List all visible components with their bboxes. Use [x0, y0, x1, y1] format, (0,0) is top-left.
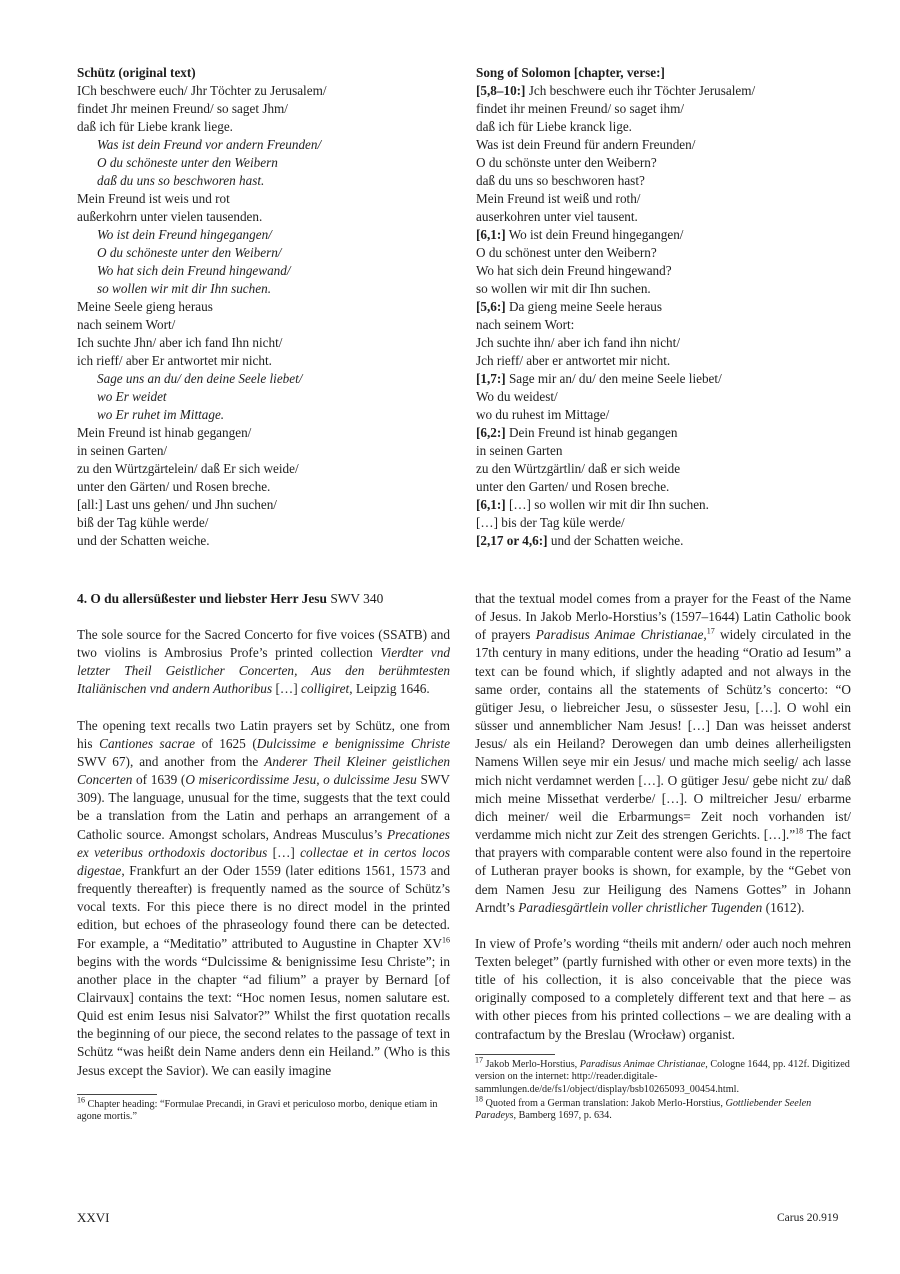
- poem-line: [all:] Last uns gehen/ und Jhn suchen/: [77, 497, 277, 512]
- footnote: [475, 1055, 851, 1097]
- left-footnotes: [77, 1095, 450, 1124]
- poem-line: [476, 478, 876, 496]
- italic-text: Cantiones sacrae: [99, 735, 196, 751]
- poem-line: [476, 82, 876, 100]
- poem-line: wo Er ruhet im Mittage.: [97, 407, 225, 422]
- verse-text: Jch beschwere euch ihr Töchter Jerusalem/: [525, 83, 756, 98]
- text-run: In view of Profe’s wording “theils mit andern/ oder auch noch mehren Texten beleget” (partly furnished with other or even more texts) in the title of his collection, it is also conceivable that the piece was originally composed to a completely different text and that here – as with other pieces from his printed collections – we are dealing with a contrafactum by the Breslau (Wrocław) organist.: [475, 935, 851, 1042]
- poem-line: daß ich für Liebe krank liege.: [77, 119, 233, 134]
- text-run: […]: [267, 844, 301, 860]
- text-run: SWV 309). The language, unusual for the time, suggests that the text could be a translation from the Latin and perhaps an arrangement of a Catholic source. Amongst scholars, Andreas Musculus’s: [77, 772, 451, 842]
- verse-reference: [5,8–10:]: [476, 83, 526, 98]
- italic-text: Paradisus Animae Christianae: [579, 1058, 706, 1070]
- text-run: […]: [272, 681, 301, 697]
- poem-heading-left: Schütz (original text): [77, 65, 196, 80]
- italic-text: collectae et in certos locos digestae: [77, 844, 450, 878]
- poem-line: O du schöneste unter den Weibern: [97, 155, 278, 170]
- poem-line: [476, 262, 876, 280]
- verse-text: zu den Würtzgärtlin/ daß er sich weide: [476, 461, 681, 476]
- footnote-marker: 18: [475, 1094, 483, 1104]
- poem-line: Sage uns an du/ den deine Seele liebet/: [97, 371, 303, 386]
- italic-text: Anderer Theil Kleiner geistlichen Concerten: [77, 753, 450, 788]
- italic-text: colligiret: [300, 681, 350, 697]
- footnote: [77, 1095, 450, 1124]
- footnote-marker: 17: [706, 626, 715, 636]
- catalog-number: Carus 20.919: [777, 1212, 839, 1224]
- right-footnotes: [475, 1055, 851, 1123]
- italic-text: Gottliebender Seelen Paradeys: [475, 1097, 812, 1122]
- paragraph: [475, 935, 851, 1044]
- poem-line: [476, 460, 876, 478]
- poem-line: so wollen wir mit dir Ihn suchen.: [97, 281, 272, 296]
- poem-line: daß du uns so beschworen hast.: [97, 173, 265, 188]
- italic-text: Vierdter vnd letzter Theil Geistlicher Concerten, Aus den berühmtesten Italiänischen vnd andern Authoribus: [77, 645, 450, 697]
- left-prose-column: [77, 590, 450, 1124]
- poem-line: [476, 496, 876, 514]
- verse-text: O du schönest unter den Weibern?: [476, 245, 657, 260]
- poem-line: außerkohrn unter vielen tausenden.: [77, 209, 263, 224]
- poem-line: [476, 442, 876, 460]
- verse-text: Wo ist dein Freund hingegangen/: [505, 227, 684, 242]
- section-heading: [77, 590, 450, 608]
- poem-line: Mein Freund ist weis und rot: [77, 191, 230, 206]
- verse-text: […] so wollen wir mit dir Ihn suchen.: [505, 497, 709, 512]
- section-swv: SWV 340: [326, 591, 384, 606]
- poem-line: zu den Würtzgärtelein/ daß Er sich weide/: [77, 461, 299, 476]
- verse-reference: [2,17 or 4,6:]: [476, 533, 548, 548]
- poem-heading-right: Song of Solomon [chapter, verse:]: [476, 65, 665, 80]
- right-paragraphs: [475, 590, 851, 1044]
- text-run: Quoted from a German translation: Jakob Merlo-Horstius,: [483, 1097, 726, 1109]
- poem-line: Mein Freund ist hinab gegangen/: [77, 425, 252, 440]
- poem-line: O du schöneste unter den Weibern/: [97, 245, 282, 260]
- text-run: , Leipzig 1646.: [349, 681, 430, 697]
- verse-reference: [1,7:]: [476, 371, 506, 386]
- verse-text: Wo hat sich dein Freund hingewand?: [476, 263, 672, 278]
- poem-line: Ich suchte Jhn/ aber ich fand Ihn nicht/: [77, 335, 283, 350]
- italic-text: Precationes ex veteribus orthodoxis doctoribus: [77, 826, 450, 860]
- poem-line: [476, 226, 876, 244]
- poem-line: [476, 388, 876, 406]
- poem-line: [476, 370, 876, 388]
- footnote-marker: 16: [442, 935, 450, 945]
- poem-line: [476, 136, 876, 154]
- poem-line: [476, 334, 876, 352]
- text-run: (1612).: [762, 899, 805, 915]
- verse-text: daß du uns so beschworen hast?: [476, 173, 645, 188]
- verse-text: Da gieng meine Seele heraus: [505, 299, 663, 314]
- text-run: , Bamberg 1697, p. 634.: [513, 1110, 612, 1122]
- verse-text: Dein Freund ist hinab gegangen: [505, 425, 678, 440]
- left-paragraphs: [77, 626, 450, 1080]
- footnote-rule-right: [475, 1054, 555, 1055]
- text-run: The sole source for the Sacred Concerto for five voices (SSATB) and two violins is Ambrosius Profe’s printed collection: [77, 627, 450, 661]
- poem-line: [476, 298, 876, 316]
- verse-text: […] bis der Tag küle werde/: [476, 515, 625, 530]
- poem-line: unter den Gärten/ und Rosen breche.: [77, 479, 271, 494]
- verse-text: Mein Freund ist weiß und roth/: [476, 191, 641, 206]
- footnote-marker: 16: [77, 1095, 85, 1105]
- section-title: 4. O du allersüßester und liebster Herr Jesu: [77, 591, 327, 606]
- text-run: SWV 67), and another from the: [77, 753, 265, 769]
- poem-line: wo Er weidet: [97, 389, 167, 404]
- paragraph: [77, 626, 450, 699]
- poem-line: Wo ist dein Freund hingegangen/: [97, 227, 272, 242]
- poem-line: [476, 190, 876, 208]
- verse-text: auserkohren unter viel tausent.: [476, 209, 638, 224]
- poem-line: [476, 172, 876, 190]
- poem-line: [476, 352, 876, 370]
- text-run: , Frankfurt an der Oder 1559 (later editions 1561, 1573 and frequently thereafter) is frequently named as the source of Schütz’s vocal texts. For this piece there is no direct model in the printed edition, but echoes of the phraseology found there can be detected. For example, a “Meditatio” attributed to Augustine in Chapter XV: [77, 862, 450, 951]
- verse-text: unter den Garten/ und Rosen breche.: [476, 479, 670, 494]
- song-of-solomon-text: [476, 64, 876, 550]
- text-run: The opening text recalls two Latin prayers set by Schütz, one from his: [77, 717, 450, 751]
- verse-text: Jch suchte ihn/ aber ich fand ihn nicht/: [476, 335, 680, 350]
- text-run: begins with the words “Dulcissime & benignissime Iesu Christe”; in another place in the chapter “ad filium” a prayer by Bernard [of Clairvaux] contains the text: “Hoc nomen Iesus, nomen salutare est. Quid est enim Iesus nisi Salvator?” Whilst the first quotation recalls the beginning of our piece, the second relates to the passage of text in Schütz “was heißt dein Name anders denn ein Heiland.” (Who is this Jesus except the Savior). We can easily imagine: [77, 953, 450, 1078]
- footnote-marker: 18: [795, 826, 804, 836]
- paragraph: [77, 717, 450, 1080]
- poem-line: [476, 100, 876, 118]
- footnote: [475, 1094, 851, 1123]
- text-run: of 1639 (: [132, 772, 186, 788]
- italic-text: Paradisus Animae Christianae,: [535, 627, 707, 643]
- verse-text: so wollen wir mit dir Ihn suchen.: [476, 281, 651, 296]
- text-run: of 1625 (: [195, 735, 257, 751]
- italic-text: O misericordissime Jesu, o dulcissime Jesu: [185, 772, 417, 788]
- poem-line: [476, 406, 876, 424]
- verse-text: Jch rieff/ aber er antwortet mir nicht.: [476, 353, 671, 368]
- verse-text: in seinen Garten: [476, 443, 563, 458]
- poem-line: [476, 244, 876, 262]
- poem-line: [476, 154, 876, 172]
- poem-line: biß der Tag kühle werde/: [77, 515, 209, 530]
- poem-line: Wo hat sich dein Freund hingewand/: [97, 263, 291, 278]
- poem-line: [476, 532, 876, 550]
- text-run: The fact that prayers with comparable content were also found in the repertoire of Lutheran prayer books is shown, for example, by the “Gebet von dem Namen Jesu zur Heiligung des Namens Gottes” in Johann Arndt’s: [475, 827, 852, 915]
- poem-line: [476, 316, 876, 334]
- footnote-marker: 17: [475, 1055, 483, 1065]
- poem-line: [476, 514, 876, 532]
- text-run: widely circulated in the 17th century in many editions, under the heading “Oratio ad Iesum” a text can be found which, if slightly adapted and not always in the same order, contains all the statements of Schütz’s concerto: “O gütiger Jesu, o liebreicher Jesu, o süssester Jesu, […]. O wohl ein süsser und annemblicher Nam Jesus! […] Dan was heisset anderst Jesus/ als ein Heiland? Derowegen dan umb deines allerheiligsten Namens Willen seye mir ein Jesus/ und mache mich seelig/ ach lasse mich nicht verdamnet werden […]. O gütiger Jesu/ gebe nicht zu/ daß mich meine Missethat verderbe/ […]. O miltreicher Jesu/ erbarme dich meiner/ weil die Erbarmungs= Zeit noch vorhanden ist/ verdamme mich nicht zur Zeit des strengen Gerichts. […].”: [475, 627, 851, 843]
- verse-text: wo du ruhest im Mittage/: [476, 407, 610, 422]
- verse-reference: [6,1:]: [476, 227, 506, 242]
- right-prose-column: [475, 590, 851, 1123]
- text-run: Jakob Merlo-Horstius,: [483, 1058, 580, 1070]
- paragraph: [475, 590, 851, 917]
- text-run: , Cologne 1644, pp. 412f. Digitized version on the internet: http://reader.digitale-sammlungen.de/de/fs1/object/display/bsb10265093_00454.html.: [475, 1058, 850, 1095]
- poem-line: Was ist dein Freund vor andern Freunden/: [97, 137, 322, 152]
- verse-text: daß ich für Liebe kranck lige.: [476, 119, 632, 134]
- schuetz-original-text: [77, 64, 457, 550]
- poem-line: [476, 118, 876, 136]
- poem-lines-right: [476, 82, 876, 550]
- poem-line: und der Schatten weiche.: [77, 533, 210, 548]
- verse-reference: [6,2:]: [476, 425, 506, 440]
- poem-line: [476, 424, 876, 442]
- verse-text: findet ihr meinen Freund/ so saget ihm/: [476, 101, 685, 116]
- poem-line: in seinen Garten/: [77, 443, 168, 458]
- verse-text: O du schönste unter den Weibern?: [476, 155, 657, 170]
- italic-text: Paradiesgärtlein voller christlicher Tugenden: [518, 899, 763, 915]
- poem-line: Meine Seele gieng heraus: [77, 299, 213, 314]
- poem-line: [476, 280, 876, 298]
- poem-line: nach seinem Wort/: [77, 317, 176, 332]
- poem-line: ICh beschwere euch/ Jhr Töchter zu Jerusalem/: [77, 83, 327, 98]
- footnote-rule-left: [77, 1094, 157, 1095]
- poem-line: [476, 208, 876, 226]
- poem-line: findet Jhr meinen Freund/ so saget Jhm/: [77, 101, 288, 116]
- verse-reference: [5,6:]: [476, 299, 506, 314]
- text-run: Chapter heading: “Formulae Precandi, in Gravi et periculoso morbo, denique etiam in agone mortis.”: [77, 1098, 438, 1123]
- verse-text: Was ist dein Freund für andern Freunden/: [476, 137, 696, 152]
- poem-line: ich rieff/ aber Er antwortet mir nicht.: [77, 353, 272, 368]
- verse-reference: [6,1:]: [476, 497, 506, 512]
- verse-text: und der Schatten weiche.: [547, 533, 684, 548]
- text-run: that the textual model comes from a prayer for the Feast of the Name of Jesus. In Jakob Merlo-Horstius’s (1597–1644) Latin Catholic book of prayers: [475, 591, 851, 643]
- poem-lines-left: [77, 82, 457, 550]
- italic-text: Dulcissime e benignissime Christe: [256, 735, 451, 751]
- verse-text: Sage mir an/ du/ den meine Seele liebet/: [505, 371, 722, 386]
- verse-text: Wo du weidest/: [476, 389, 558, 404]
- page-number: XXVI: [77, 1210, 110, 1225]
- verse-text: nach seinem Wort:: [476, 317, 575, 332]
